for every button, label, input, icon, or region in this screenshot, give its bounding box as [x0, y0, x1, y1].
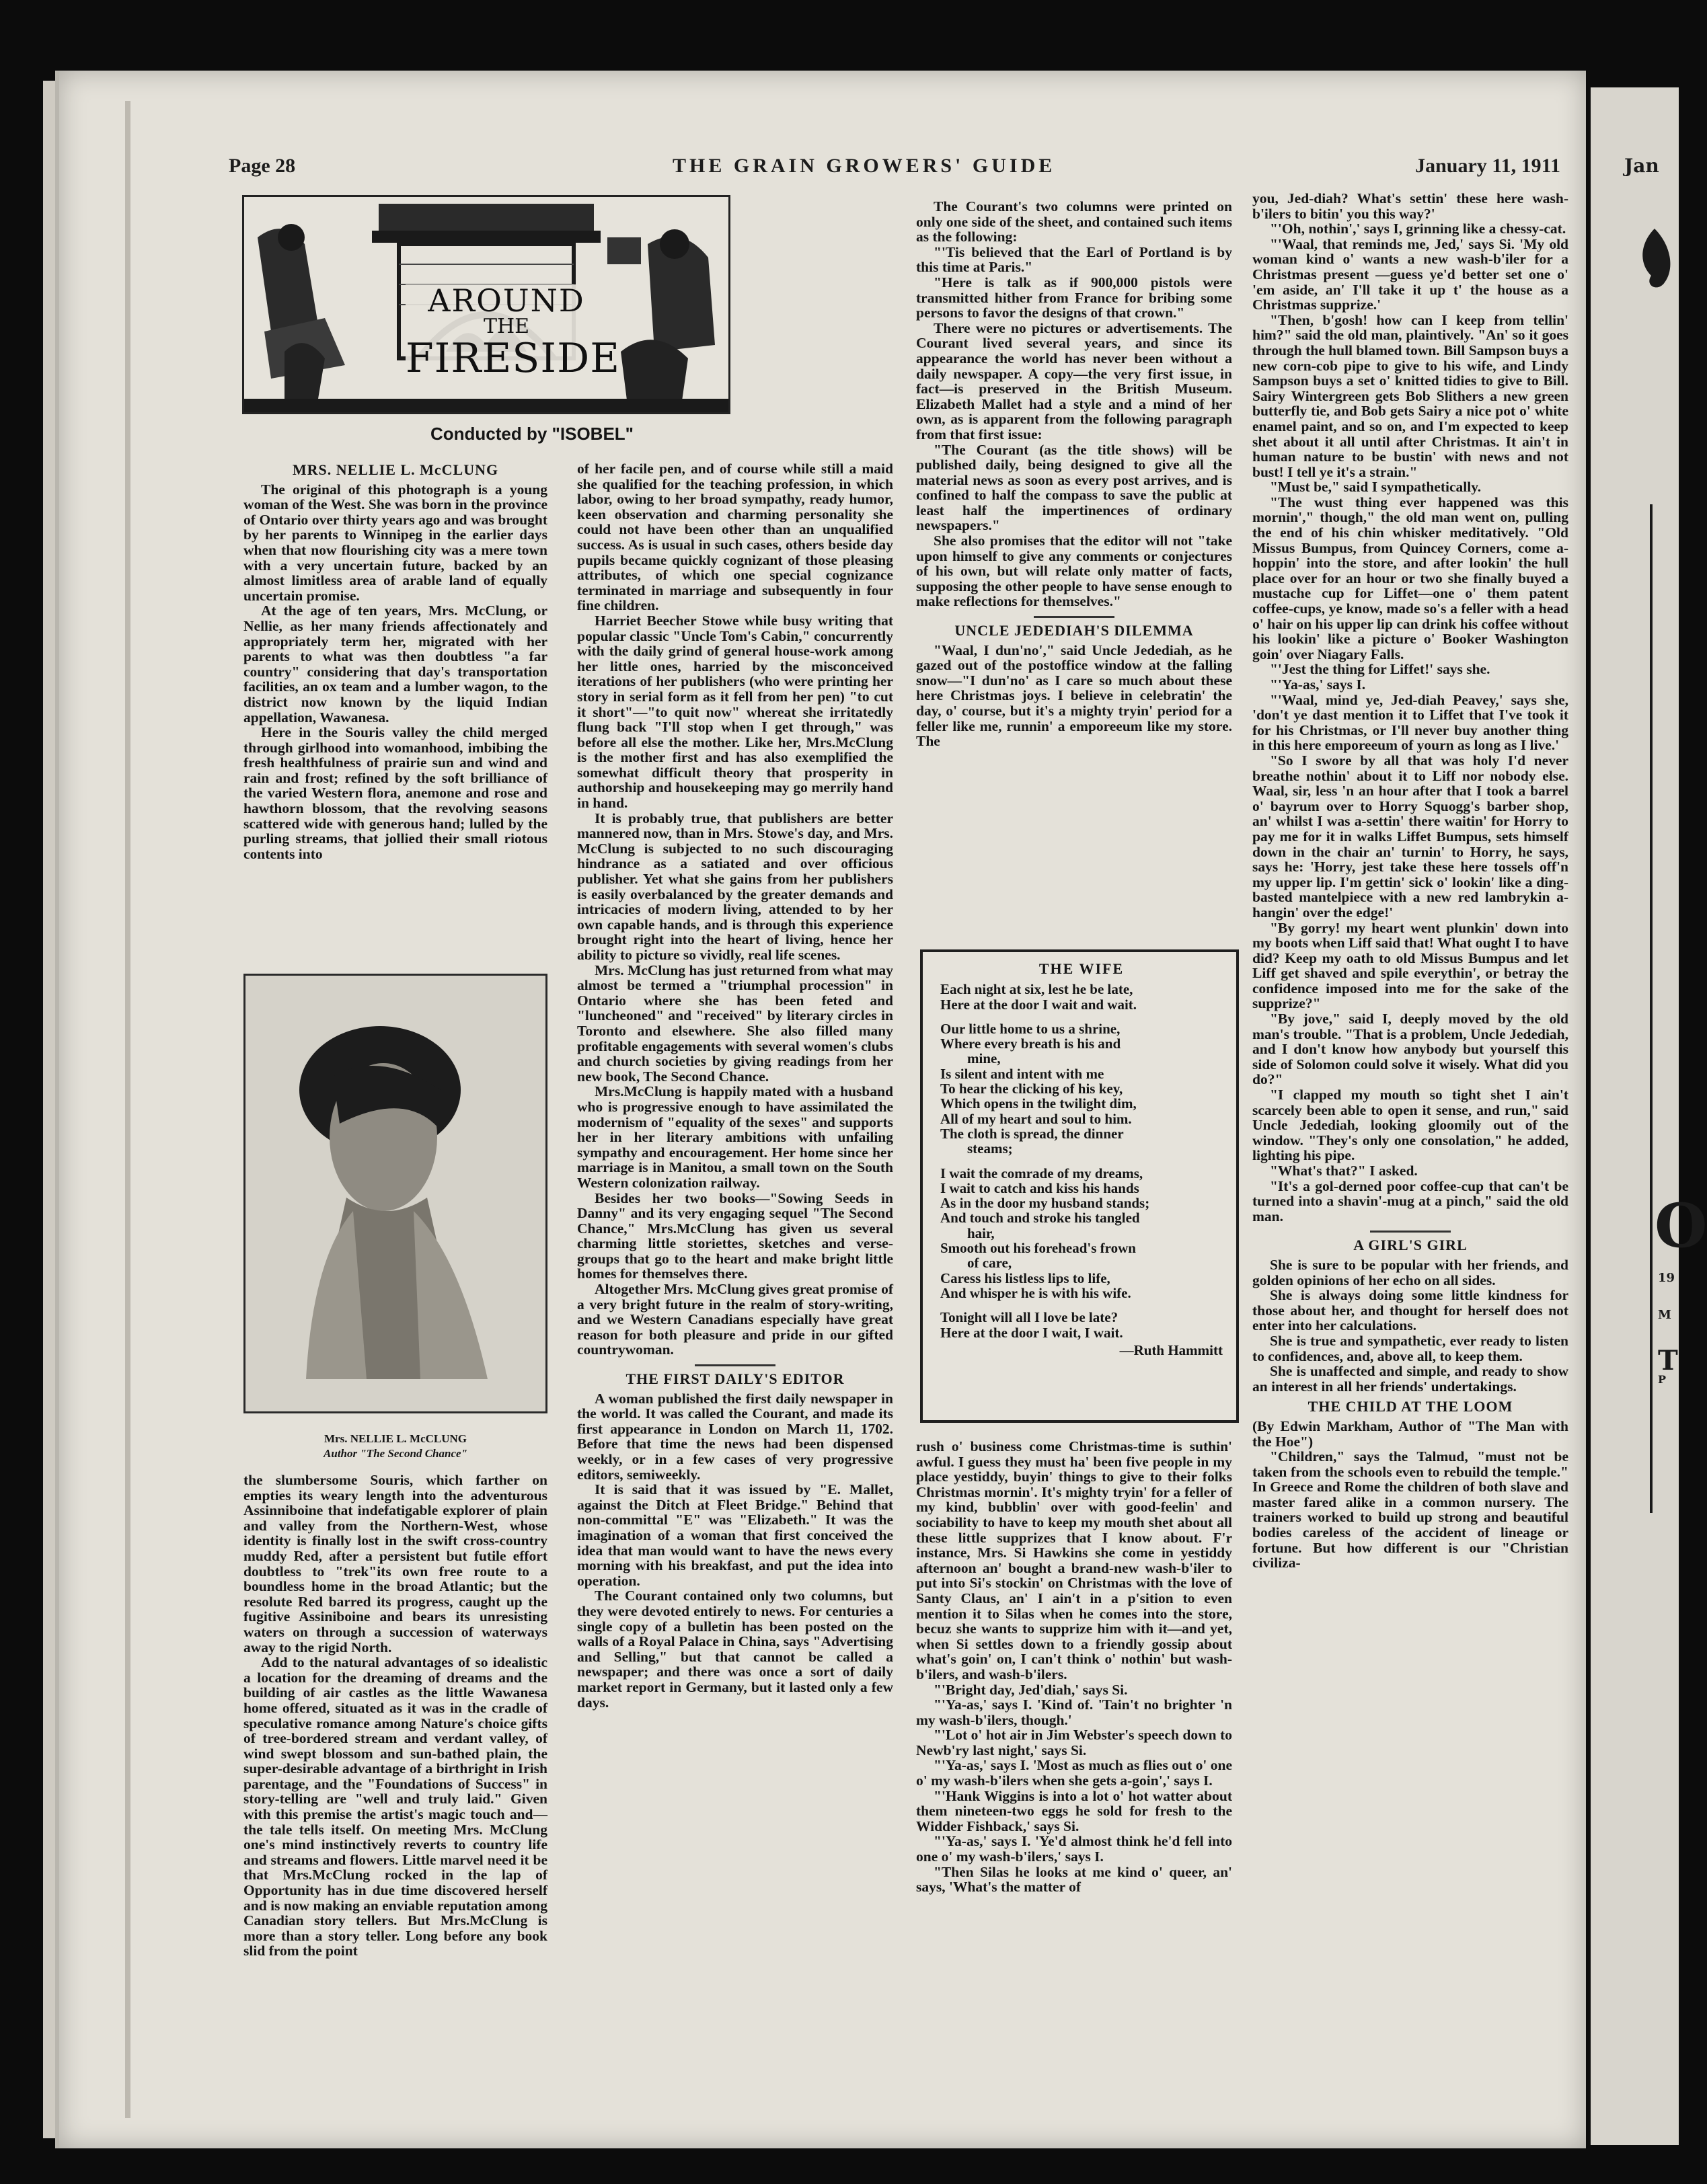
poem-stanza: [940, 1021, 1223, 1157]
section-rule: [1034, 616, 1114, 618]
article-paragraph: "It's a gol-derned poor coffee-cup that can't be turned into a shavin'-mug at a pinch," said the old man.: [1252, 1177, 1568, 1224]
poem-line: steams;: [967, 1140, 1013, 1157]
poem-line: To hear the clicking of his key,: [940, 1081, 1123, 1097]
article-paragraph: the slumbersome Souris, which farther on empties its weary length into the adventurous Assinniboine that indefatigable explorer of plain and valley from the Northern-West, whose identity is finally lost in the swift cross-country muddy Red, after a persistent but futile effort doubtless to "trek"its own free route to a boundless home in the broad Atlantic; but the resolute Red barred its progress, caught up the fugitive Assiniboine and bears its unresisting waters on through a succession of waterways away to the rigid North.: [243, 1472, 547, 1655]
article-paragraph: She is always doing some little kindness for those about her, and thought for herself does not enter into her calculations.: [1252, 1287, 1568, 1334]
article-paragraph: "What's that?" I asked.: [1270, 1163, 1418, 1179]
article-paragraph: There were no pictures or advertisements. The Courant lived several years, and since its appearance the world has never been without a daily newspaper. A copy—the very first issue, in fact—is preserved in the British Museum. Elizabeth Mallet had a style and a mind of her own, as is apparent from the following paragraph from that first issue:: [916, 319, 1232, 442]
banner-title: [406, 282, 621, 382]
poem-title: THE WIFE: [1038, 960, 1125, 977]
quoted-item: "The Courant (as the title shows) will be published daily, being designed to give all the material news as soon as every post arrives, and is confined to half the compass to save the public at least half the impertinences of ordinary newspapers.": [916, 441, 1232, 534]
column-1-top: [243, 457, 547, 861]
banner-title-line3: FIRESIDE: [406, 335, 621, 382]
article-paragraph: "'Ya-as,' says I. 'Ye'd almost think he'd fell into one o' my wash-b'ilers,' says I.: [916, 1833, 1232, 1865]
poem-line: I wait to catch and kiss his hands: [940, 1179, 1139, 1196]
around-the-fireside-banner: [242, 195, 730, 414]
column-3-bottom: [916, 1439, 1232, 1895]
article-paragraph: "Waal, I dun'no'," said Uncle Jedediah, as he gazed out of the postoffice window at the falling snow—"I dun'no' as I care so much about these here Christmas joys. I believe in celebratin' the day, o' course, but it's a mighty tryin' period for a feller like me, runnin' a emporeeum like my store. The: [916, 641, 1232, 750]
poem-line: Is silent and intent with me: [940, 1065, 1104, 1082]
poem-line: Tonight will all I love be late?: [940, 1309, 1118, 1326]
banner-title-line1: AROUND: [428, 282, 585, 319]
article-paragraph: "Must be," said I sympathetically.: [1270, 479, 1482, 496]
adjacent-page-letter: O: [1655, 1190, 1707, 1261]
article-paragraph: She is sure to be popular with her friends, and golden opinions of her echo on all sides.: [1252, 1256, 1568, 1288]
article-heading: A GIRL'S GIRL: [1353, 1237, 1468, 1254]
article-paragraph: "'Waal, that reminds me, Jed,' says Si. 'My old woman kind o' wants a new wash-b'iler for a Christmas present —guess ye'd better set one o' 'em aside, an' I'll take it up t' the house as a Christmas supprize.': [1252, 235, 1568, 313]
column-2: [577, 461, 893, 1710]
article-paragraph: "'Ya-as,' says I. 'Most as much as flies out o' one o' my wash-b'ilers when she gets a-goin',' says I.: [916, 1757, 1232, 1789]
poem-line: of care,: [967, 1255, 1012, 1272]
article-paragraph: "Then, b'gosh! how can I keep from tellin' him?" said the old man, plaintively. "An' so it goes through the hull blamed town. Bill Sampson buys a new corn-cob pipe to give to his wife, and Lindy Sampson buys a set o' knitted tidies to give to Bill. Sairy Wintergreen gets Bob Slithers a new green butterfly tie, and Bob gets Sairy a nice pot o' white enamel paint, and so on, and I'm expected to keep shet about it all until after Christmas. It ain't in human nature to be bustin' with news and not bust! I tell ye it's a strain.": [1252, 311, 1568, 480]
poem-stanza: [940, 982, 1223, 1012]
adjacent-page: [1591, 87, 1707, 2145]
poem-line: And touch and stroke his tangled: [940, 1210, 1140, 1226]
adjacent-page-header: Jan: [1624, 155, 1659, 177]
photo-caption-name: Mrs. NELLIE L. McCLUNG: [324, 1432, 467, 1445]
column-4: [1252, 191, 1568, 1571]
article-paragraph: "'Jest the thing for Liffet!' says she.: [1270, 661, 1490, 678]
article-paragraph: you, Jed-diah? What's settin' these here wash-b'ilers to bitin' you this way?': [1252, 190, 1568, 222]
article-paragraph: "So I swore by all that was holy I'd never breathe nothin' about it to Liff nor nobody else. Waal, sir, less 'n an hour after that I took a barrel o' bayrum over to Horry Squogg's barber shop, an' whilst I was a-settin' there waitin' for Horry to pay me for it in walks Liffet Bumpus, sets himself down in the chair an' turnin' to Horry, he says, says he: 'Horry, jest take these here tossels off'n my upper lip. I'm gettin' sick o' lookin' like a ding-basted mantelpiece with a new red lambrykin a-hangin' over the edge!': [1252, 752, 1568, 921]
article-paragraph: "By gorry! my heart went plunkin' down into my boots when Liff said that! What ought I to have did? Keep my oath to old Missus Bumpus and let Liff get shaved and spile everythin', or betray the confidence imposed into me for the sake of the supprize?": [1252, 919, 1568, 1012]
photo-caption-title: Author "The Second Chance": [324, 1447, 467, 1460]
poem-stanza: [940, 1310, 1223, 1340]
article-paragraph: "'Ya-as,' says I. 'Kind of. 'Tain't no brighter 'n my wash-b'ilers, though.': [916, 1696, 1232, 1728]
article-paragraph: The original of this photograph is a young woman of the West. She was born in the province of Ontario over thirty years ago and was brought by her parents to Winnipeg in the earlier days when that now flourishing city was a mere town with a very uncertain future, backed by an almost limitless area of arable land of equally uncertain promise.: [243, 481, 547, 604]
article-paragraph: She also promises that the editor will not "take upon himself to give any comments or conjectures of his own, but will relate only matter of facts, supposing the other people to have sense enough to make reflections for themselves.": [916, 533, 1232, 610]
section-rule: [1370, 1231, 1451, 1233]
article-paragraph: Harriet Beecher Stowe while busy writing that popular classic "Uncle Tom's Cabin," concurrently with the daily grind of general house-work among her little ones, harried by the misconceived iterations of her publishers (who were printing her story in serial form as it fell from her pen) "to cut it short"—"to quit now" whereat she irritatedly flung back "I'll stop when I get through," was before all else the mother. Like her, Mrs.McClung is the mother first and has also exemplified the somewhat difficult theory that prosperity in authorship and housekeeping may go merrily hand in hand.: [577, 612, 893, 812]
article-paragraph: Altogether Mrs. McClung gives great promise of a very bright future in the realm of story-writing, and we Western Canadians especially have great reason for both pleasure and pride in our gifted countrywoman.: [577, 1281, 893, 1358]
poem-line: Each night at six, lest he be late,: [940, 981, 1133, 998]
page-crease: [125, 101, 130, 2118]
column-1-bottom: [243, 1473, 547, 1959]
article-paragraph: "'Bright day, Jed'diah,' says Si.: [934, 1681, 1128, 1698]
poem-line: All of my heart and soul to him.: [940, 1110, 1132, 1127]
article-paragraph: "Children," says the Talmud, "must not be taken from the schools even to rebuild the temple." In Greece and Rome the children of both slave and master fared alike in a common nursery. The trainers worked to build up strong and beautiful bodies careless of the accident of lineage or fortune. But how different is our "Christian civiliza-: [1252, 1448, 1568, 1571]
poem-line: As in the door my husband stands;: [940, 1195, 1150, 1212]
poem-author: —Ruth Hammitt: [1119, 1341, 1223, 1358]
poem-line: Here at the door I wait and wait.: [940, 996, 1137, 1013]
decorative-ornament-icon: [1631, 222, 1678, 296]
article-paragraph: of her facile pen, and of course while still a maid she qualified for the teaching profession, in which labor, owing to her broad sympathy, ready humor, keen observation and charming personality she could not have been other than an unqualified success. As is usual in such cases, others beside day pupils became quickly cognizant of those pleasing attributes, of which one special cognizance terminated in marriage and subsequently in four fine children.: [577, 461, 893, 614]
article-byline: (By Edwin Markham, Author of "The Man with the Hoe"): [1252, 1417, 1568, 1450]
article-paragraph: "'Lot o' hot air in Jim Webster's speech down to Newb'ry last night,' says Si.: [916, 1727, 1232, 1758]
article-paragraph: She is true and sympathetic, ever ready to listen to confidences, and, above all, to keep them.: [1252, 1332, 1568, 1364]
quoted-item: "Here is talk as if 900,000 pistols were transmitted hither from France for bribing some persons to favor the designs of that crown.": [916, 274, 1232, 321]
adjacent-page-fragment: 19: [1658, 1271, 1675, 1285]
conducted-by-byline: Conducted by "ISOBEL": [430, 424, 634, 444]
article-heading: THE FIRST DAILY'S EDITOR: [625, 1370, 845, 1388]
section-rule: [695, 1364, 775, 1366]
poem-line: Which opens in the twilight dim,: [940, 1095, 1137, 1112]
poem-line: hair,: [967, 1224, 995, 1241]
poem-stanza: [940, 1166, 1223, 1301]
article-paragraph: Besides her two books—"Sowing Seeds in Danny" and its very engaging sequel "The Second Chance," Mrs.McClung has given us several charming little storiettes, sketches and verse-groups that go to the heart and make bright little homes for themselves there.: [577, 1190, 893, 1282]
issue-date: January 11, 1911: [1415, 155, 1560, 177]
poem-line: Caress his listless lips to life,: [940, 1270, 1110, 1286]
adjacent-page-fragment: T: [1658, 1345, 1678, 1376]
column-3-top: [916, 199, 1232, 749]
article-paragraph: "'Oh, nothin',' says I, grinning like a chessy-cat.: [1270, 221, 1566, 237]
poem-line: I wait the comrade of my dreams,: [940, 1165, 1143, 1181]
article-paragraph: "'Ya-as,' says I.: [1270, 676, 1366, 693]
article-paragraph: The Courant contained only two columns, but they were devoted entirely to news. For centuries a single copy of a bulletin has been posted on the walls of a Royal Palace in China, says "Advertising and Selling," but that cannot be called a newspaper; and there was once a sort of daily market report in Germany, but it lasted only a few days.: [577, 1588, 893, 1711]
poem-line: mine,: [967, 1050, 1001, 1067]
article-paragraph: rush o' business come Christmas-time is suthin' awful. I guess they must ha' been five people in my place yestiddy, buyin' things to give to their folks Christmas mornin'. It's mighty tryin' for a feller of my kind, bubblin' over with good-feelin' and sociability to have to keep my mouth shet about all these little supprizes that I know about. F'r instance, Mrs. Si Hawkins she come in yestiddy afternoon an' bought a brand-new wash-b'iler to put into Si's stockin' on Christmas with the love of Santy Claus, an' I ain't in a p'sition to even mention it to Silas when he comes into the store, becuz she wants to supprize him with it—and yet, when Si settles down to a friendly gossip about what's goin' on, I can't think o' nothin' but wash-b'ilers, and wash-b'ilers.: [916, 1438, 1232, 1682]
article-paragraph: Mrs. McClung has just returned from what may almost be termed a "triumphal procession" in Ontario where she has been feted and "luncheoned" and "received" by literary circles in Toronto and elsewhere. She also filled many profitable engagements with several women's clubs and church societies by giving readings from her new book, The Second Chance.: [577, 962, 893, 1085]
adjacent-page-fragment: P: [1658, 1373, 1667, 1386]
poem-line: And whisper he is with his wife.: [940, 1284, 1131, 1301]
article-paragraph: Here in the Souris valley the child merged through girlhood into womanhood, imbibing the fresh healthfulness of prairie sun and wind and rain and frost; refined by the soft brilliance of the varied Western flora, anemone and rose and hawthorn blossom, that the revolving seasons scattered wide with generous hand; lulled by the purling streams, that jollied their small riotous contents into: [243, 724, 547, 862]
article-paragraph: A woman published the first daily newspaper in the world. It was called the Courant, and made its first appearance in London on March 11, 1702. Before that time the news had been dispensed weekly, or in a few cases of very progressive editors, semiweekly.: [577, 1390, 893, 1483]
quoted-item: "'Tis believed that the Earl of Portland is by this time at Paris.": [916, 243, 1232, 276]
article-paragraph: At the age of ten years, Mrs. McClung, or Nellie, as her many friends affectionately and appropriately term her, migrated with her parents to what was then doubtless "a far country" considering that day's transportation facilities, an ox team and a lumber wagon, to the district now known by the liquid Indian appellation, Wawanesa.: [243, 602, 547, 726]
poem-the-wife: [940, 962, 1223, 1358]
publication-title: THE GRAIN GROWERS' GUIDE: [673, 155, 1056, 177]
article-heading: UNCLE JEDEDIAH'S DILEMMA: [954, 622, 1194, 639]
article-paragraph: "I clapped my mouth so tight shet I ain't scarcely been able to open it sense, and run," said Uncle Jedediah, looking gloomily out of the window. "They's only one consolation," he added, lighting his pipe.: [1252, 1087, 1568, 1164]
article-paragraph: Add to the natural advantages of so idealistic a location for the dreaming of dreams and the building of air castles as the little Wawanesa home offered, situated as it was in the cradle of speculative romance among Nature's choice gifts of tree-bordered stream and verdant valley, of wind swept blossom and sun-bathed plain, the super-desirable advantage of a birthright in Irish parentage, and the "Foundations of Success" in story-telling are "well and truly laid." Given with this premise the artist's magic touch and—the tale tells itself. On meeting Mrs. McClung one's mind instinctively reverts to country life and streams and flowers. Little marvel need it be that Mrs.McClung rocked in the lap of Opportunity has in due time discovered herself and is now making an enviable reputation among Canadian story tellers. But Mrs.McClung is more than a story teller. Long before any book slid from the point: [243, 1654, 547, 1959]
page-number: Page 28: [229, 155, 296, 177]
article-paragraph: She is unaffected and simple, and ready to show an interest in all her friends' undertakings.: [1252, 1363, 1568, 1395]
banner-title-line2: THE: [483, 315, 530, 338]
poem-line: The cloth is spread, the dinner: [940, 1125, 1124, 1142]
article-heading: MRS. NELLIE L. McCLUNG: [292, 461, 499, 478]
article-paragraph: The Courant's two columns were printed on only one side of the sheet, and contained such items as the following:: [916, 198, 1232, 245]
article-paragraph: It is said that it was issued by "E. Mallet, against the Ditch at Fleet Bridge." Behind that non-committal "E" was "Elizabeth." It was the imagination of a woman that first conceived the idea that man would want to have the news every morning with his breakfast, and put the idea into operation.: [577, 1481, 893, 1589]
article-paragraph: Mrs.McClung is happily mated with a husband who is progressive enough to have assimilated the modernism of "equality of the sexes" and supports her in her literary ambitions with unfailing sympathy and encouragement. Her home since her marriage is in Manitou, a small town on the South Western colonization railway.: [577, 1083, 893, 1191]
article-paragraph: "'Waal, mind ye, Jed-diah Peavey,' says she, 'don't ye dast mention it to Liffet that I've took it for his Christmas, or I'll never buy another thing in this here emporeeum of yourn as long as I live.': [1252, 691, 1568, 754]
author-photograph: [243, 974, 547, 1413]
article-paragraph: "Then Silas he looks at me kind o' queer, an' says, 'What's the matter of: [916, 1863, 1232, 1896]
portrait-image: [245, 976, 545, 1411]
adjacent-page-fragment: M: [1658, 1308, 1671, 1322]
poem-line: Where every breath is his and: [940, 1036, 1121, 1052]
running-header: [229, 155, 1560, 182]
poem-line: Smooth out his forehead's frown: [940, 1240, 1136, 1257]
article-paragraph: "The wust thing ever happened was this mornin'," though," the old man went on, pulling the end of his chin whisker meditatively. "Old Missus Bumpus, from Quincey Corners, come a-hoppin' into the store, and after lookin' the hull place over for an hour or two she finally buyed a mustache cup for Liffet—one o' them patent coffee-cups, ye know, made so's a feller with a head o' hair on his upper lip can drink his coffee without his lookin' like a picture o' Booker Washington goin' over Niagary Falls.: [1252, 494, 1568, 662]
article-heading: THE CHILD AT THE LOOM: [1307, 1398, 1513, 1415]
poem-line: Here at the door I wait, I wait.: [940, 1324, 1123, 1341]
article-paragraph: It is probably true, that publishers are better mannered now, than in Mrs. Stowe's day, and Mrs. McClung is subjected to no such discouraging hindrance as a satiated and over officious publisher. Yet what she gains from her publishers is easily overbalanced by the greater demands and intricacies of modern living, attended to by her own capable hands, and is through this experience brought right into the heart of living, hence her ability to picture so vividly, real life scenes.: [577, 810, 893, 963]
poem-line: Our little home to us a shrine,: [940, 1020, 1121, 1037]
adjacent-page-rule: [1650, 504, 1653, 1513]
article-paragraph: "'Hank Wiggins is into a lot o' hot watter about them nineteen-two eggs he sold for fresh to the Widder Fishback,' says Si.: [916, 1787, 1232, 1834]
article-paragraph: "By jove," said I, deeply moved by the old man's trouble. "That is a problem, Uncle Jedediah, and I don't know how anybody but yourself this side of Solomon could solve it wisely. What did you do?": [1252, 1011, 1568, 1088]
